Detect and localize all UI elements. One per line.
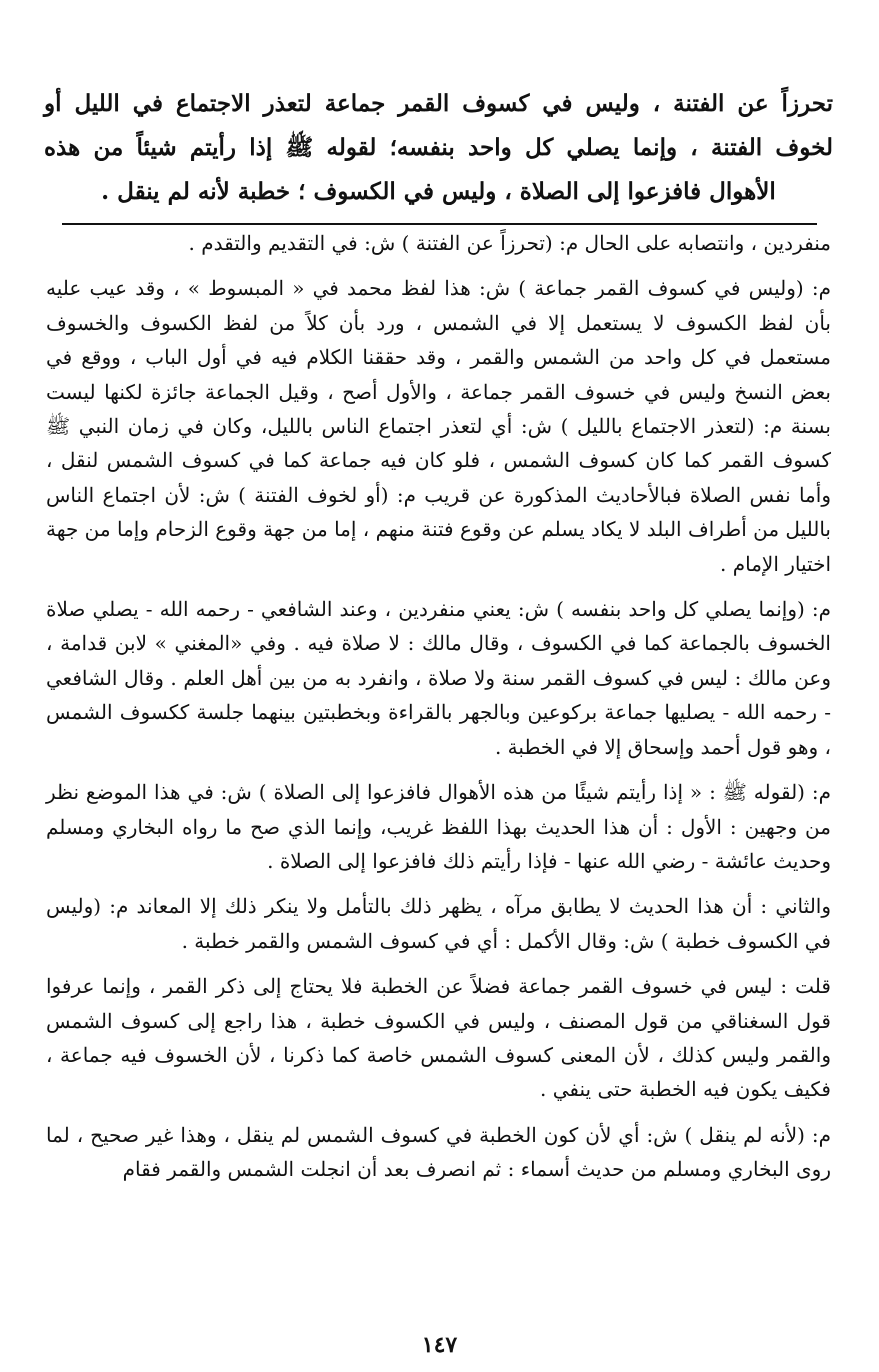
commentary-paragraph: منفردين ، وانتصابه على الحال م: (تحرزاً عن الفتنة ) ش: في التقديم والتقدم . — [188, 231, 831, 255]
commentary-paragraph: م: (لأنه لم ينقل ) ش: أي لأن كون الخطبة في كسوف الشمس لم ينقل ، وهذا غير صحيح ، لما روى البخاري ومسلم من حديث أسماء : ثم انصرف بعد أن انجلت الشمس والقمر فقام — [46, 1122, 831, 1182]
commentary — [46, 226, 831, 1198]
separator-rule — [62, 223, 817, 225]
commentary-paragraph: قلت : ليس في خسوف القمر جماعة فضلاً عن الخطبة فلا يحتاج إلى ذكر القمر ، وإنما عرفوا قول السغناقي من قول المصنف ، وليس في الكسوف خطبة ، هذا راجع إلى كسوف الشمس والقمر وليس كذلك ، لأن المعنى كسوف الشمس خاصة كما ذكرنا ، لأن الخسوف فيه جماعة ، فكيف يكون فيه الخطبة حتى ينفي . — [46, 974, 831, 1102]
commentary-paragraph: م: (وليس في كسوف القمر جماعة ) ش: هذا لفظ محمد في « المبسوط » ، وقد عيب عليه بأن لفظ الكسوف لا يستعمل إلا في الشمس ، ورد بأن كلاً من لفظ الكسوف والخسوف مستعمل في كل واحد من الشمس والقمر ، وقد حققنا الكلام فيه في أول الباب ، ووقع في بعض النسخ وليس في خسوف القمر جماعة ، والأول أصح ، وقيل الجماعة جائزة لكنها ليست بسنة م: (لتعذر الاجتماع بالليل ) ش: أي لتعذر اجتماع الناس بالليل، وكان في زمان النبي ﷺ كسوف القمر كما كان كسوف الشمس ، فلو كان فيه جماعة كما في كسوف الشمس لنقل ، وأما نفس الصلاة فبالأحاديث المذكورة عن قريب م: (أو لخوف الفتنة ) ش: لأن اجتماع الناس بالليل من أطراف البلد لا يكاد يسلم عن وقوع فتنة منهم ، إما من جهة وقوع الزحام وإما من جهة اختيار الإمام . — [46, 276, 831, 576]
commentary-paragraph: والثاني : أن هذا الحديث لا يطابق مرآه ، يظهر ذلك بالتأمل ولا ينكر ذلك إلا المعاند م: (وليس في الكسوف خطبة ) ش: وقال الأكمل : أي في كسوف الشمس والقمر خطبة . — [46, 894, 831, 953]
page-number: ١٤٧ — [421, 1332, 458, 1358]
commentary-paragraph: م: (وإنما يصلي كل واحد بنفسه ) ش: يعني منفردين ، وعند الشافعي - رحمه الله - يصلي صلاة الخسوف بالجماعة كما في الكسوف ، وقال مالك : لا صلاة فيه . وفي «المغني » لابن قدامة ، وعن مالك : ليس في كسوف القمر سنة ولا صلاة ، وانفرد به من بين أهل العلم . وقال الشافعي - رحمه الله - يصليها جماعة بركوعين وبالجهر بالقراءة وبخطبتين بينهما جلسة ككسوف الشمس ، وهو قول أحمد وإسحاق إلا في الخطبة . — [46, 597, 832, 759]
matn-text: تحرزاً عن الفتنة ، وليس في كسوف القمر جماعة لتعذر الاجتماع في الليل أو لخوف الفتنة ، وإنما يصلي كل واحد بنفسه؛ لقوله ﷺ إذا رأيتم شيئاً من هذه الأهوال فافزعوا إلى الصلاة ، وليس في الكسوف ؛ خطبة لأنه لم ينقل . — [44, 90, 833, 205]
commentary-paragraph: م: (لقوله ﷺ : « إذا رأيتم شيئًا من هذه الأهوال فافزعوا إلى الصلاة ) ش: في هذا الموضع نظر من وجهين : الأول : أن هذا الحديث بهذا اللفظ غريب، وإنما الذي صح ما رواه البخاري ومسلم وحديث عائشة - رضي الله عنها - فإذا رأيتم ذلك فافزعوا إلى الصلاة . — [46, 780, 831, 873]
